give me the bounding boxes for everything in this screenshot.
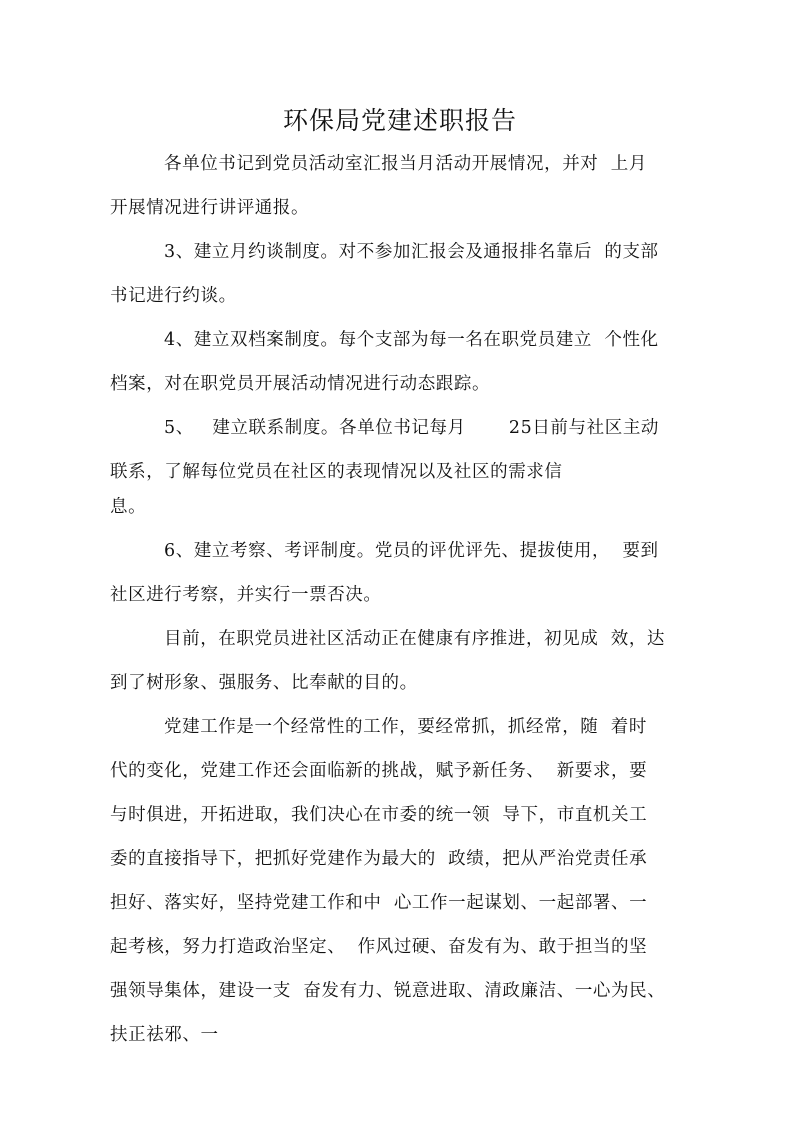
paragraph-line: 书记进行约谈。	[110, 286, 237, 306]
paragraph-line: 扶正祛邪、一	[110, 1025, 219, 1045]
paragraph-line: 息。	[110, 497, 147, 517]
document-title: 环保局党建述职报告	[282, 106, 517, 135]
paragraph-line: 各单位书记到党员活动室汇报当月活动开展情况，并对 上月	[164, 154, 647, 174]
paragraph-line: 目前，在职党员进社区活动正在健康有序推进，初见成 效，达	[164, 629, 666, 649]
paragraph-line: 3、建立月约谈制度。对不参加汇报会及通报排名靠后 的支部	[164, 242, 659, 262]
paragraph-line: 到了树形象、强服务、比奉献的目的。	[110, 673, 418, 693]
paragraph-line: 与时俱进，开拓进取，我们决心在市委的统一领 导下，市直机关工	[110, 805, 648, 825]
paragraph-line: 档案，对在职党员开展活动情况进行动态跟踪。	[110, 374, 491, 394]
paragraph-line: 担好、落实好，坚持党建工作和中 心工作一起谋划、一起部署、一	[110, 893, 648, 913]
paragraph-line: 代的变化，党建工作还会面临新的挑战，赋予新任务、 新要求，要	[110, 761, 648, 781]
paragraph-line: 社区进行考察，并实行一票否决。	[110, 585, 382, 605]
paragraph-line: 5、 建立联系制度。各单位书记每月 25日前与社区主动	[164, 418, 660, 438]
paragraph-line: 强领导集体，建设一支 奋发有力、锐意进取、清政廉洁、一心为民、	[110, 981, 666, 1001]
paragraph-line: 党建工作是一个经常性的工作，要经常抓，抓经常，随 着时	[164, 717, 647, 737]
paragraph-line: 开展情况进行讲评通报。	[110, 198, 310, 218]
paragraph-line: 联系，了解每位党员在社区的表现情况以及社区的需求信	[110, 462, 563, 482]
paragraph-line: 委的直接指导下，把抓好党建作为最大的 政绩，把从严治党责任承	[110, 849, 648, 869]
paragraph-line: 起考核，努力打造政治坚定、 作风过硬、奋发有为、敢于担当的坚	[110, 937, 648, 957]
paragraph-line: 6、建立考察、考评制度。党员的评优评先、提拔使用， 要到	[164, 541, 659, 561]
paragraph-line: 4、建立双档案制度。每个支部为每一名在职党员建立 个性化	[164, 330, 659, 350]
